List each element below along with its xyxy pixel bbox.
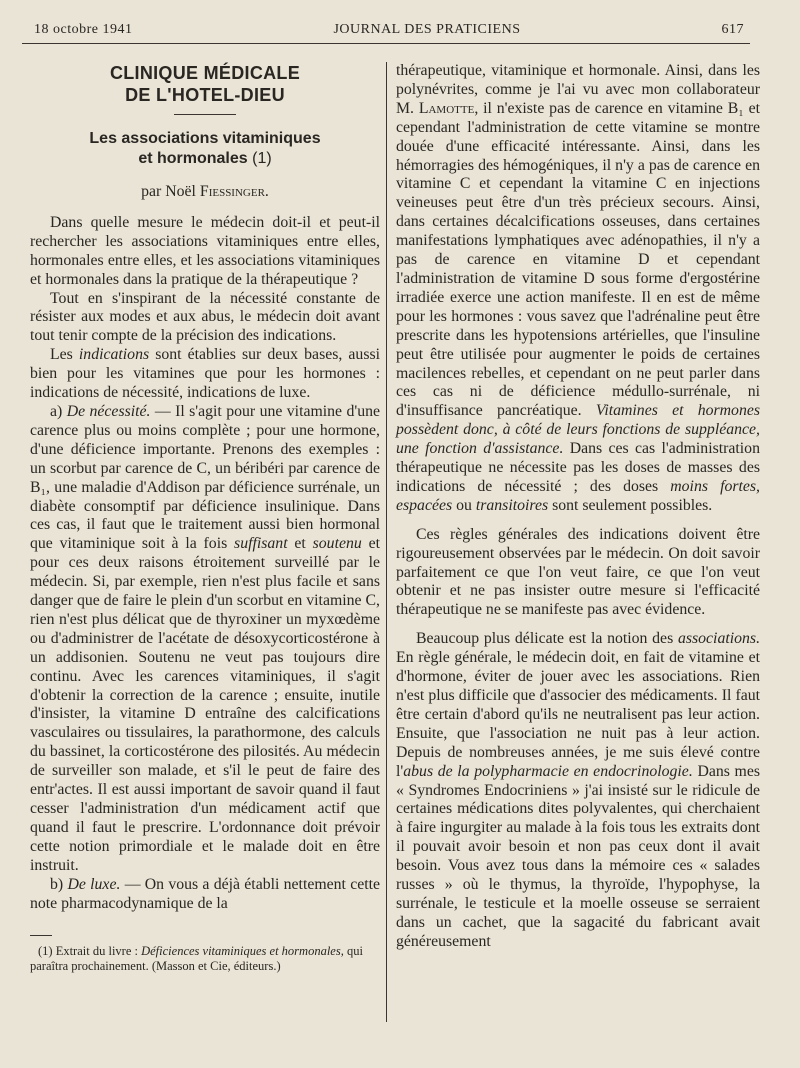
article-title-line1: Les associations vitaminiques [89, 130, 321, 147]
author-name: Fiessinger. [199, 183, 269, 200]
paragraph-associations: Beaucoup plus délicate est la notion des associations. En règle générale, le médecin doit, en fait de vitamine et d'hormone, éviter de jouer avec les associations. Rien n'est plus difficile que d'associer des médicaments. Il faut être certain d'abord qu'ils ne neutralisent pas leur action. Ensuite, que l'association ne nuit pas à leur action. Depuis de nombreuses années, je me suis élevé contre l'abus de la polypharmacie en endocrinologie. Dans mes « Syndromes Endocriniens » j'ai insisté sur le ridicule de certaines médications dites polyvalentes, qui cherchaient à faire ingurgiter au malade à la fois tous les extraits dont il pouvait avoir besoin et non pas ceux dont il avait besoin. Vous avez tous dans la mémoire ces « salades russes » où le thymus, la thyroïde, l'hypophyse, la surrénale, le testicule et la moelle osseuse se serraient dans un cachet, que la sagacité du fabricant avait généreusement [396, 630, 761, 950]
byline-prefix: par Noël [141, 183, 196, 200]
article-title-line2: et hormonales [138, 150, 248, 167]
article-title [30, 129, 380, 169]
header-rule [22, 43, 750, 44]
footnote: (1) Extrait du livre : Déficiences vitaminiques et hormonales, qui paraîtra prochainement. (Masson et Cie, éditeurs.) [30, 944, 363, 974]
column-divider [386, 62, 387, 1022]
section-heading-line2: DE L'HOTEL-DIEU [125, 85, 285, 105]
running-header [34, 17, 744, 43]
footnote-reference: (1) [252, 150, 272, 167]
byline [30, 183, 380, 202]
section-heading-line1: CLINIQUE MÉDICALE [109, 63, 301, 83]
paragraph-therapeutic-continuation: thérapeutique, vitaminique et hormonale. Ainsi, dans les polynévrites, comme je l'ai vu avec mon collaborateur M. Lamotte, il n'existe pas de carence en vitamine B₁ et cependant l'administration de cette vitamine se montre douée d'une efficacité intéressante. Ainsi, dans les hémorragies des hémogéniques, il n'y a pas de carence en vitamine C et cependant la vitamine C en injections veineuses peut être d'un très précieux secours. Ainsi, dans certaines décalcifications osseuses, dans certaines manifestations lymphatiques avec adénopathies, il n'y a pas de carence en vitamine D et cependant l'administration de vitamine D sous forme d'ergostérine irradiée exerce une action manifeste. Il en est de même pour les hormones : vous savez que l'adrénaline peut être prescrite dans les hypotensions artérielles, que l'insuline peut être utilisée pour augmenter le poids de certaines macilences rebelles, et cependant on ne peut parler dans ces cas ni de déficience médullo-surrénale, ni d'insuffisance pancréatique. Vitamines et hormones possèdent donc, à côté de leurs fonctions de suppléance, une fonction d'assistance. Dans ces cas l'administration thérapeutique ne nécessite pas les doses de masses des indications de nécessité ; des doses moins fortes, espacées ou transitoires sont seulement possibles. [396, 62, 760, 514]
header-page-number: 617 [721, 22, 744, 37]
header-journal-title: JOURNAL DES PRATICIENS [333, 22, 521, 37]
title-rule [174, 114, 236, 115]
paragraph-indications: Les indications sont établies sur deux bases, aussi bien pour les vitamines que pour les hormones : indications de nécessité, indications de luxe. [30, 346, 380, 402]
paragraph-luxury: b) De luxe. — On vous a déjà établi nettement cette note pharmacodynamique de la [30, 875, 381, 912]
paragraph-intro: Dans quelle mesure le médecin doit-il et peut-il rechercher les associations vitaminiques entre elles, hormonales entre elles, et les associations vitaminiques et hormonales dans la pratique de la thérapeutique ? [30, 213, 380, 288]
right-column [396, 62, 760, 952]
header-date: 18 octobre 1941 [34, 22, 133, 37]
section-heading [30, 62, 380, 106]
paragraph-necessity: a) De nécessité. — Il s'agit pour une vitamine d'une carence plus ou moins complète ; pour une hormone, d'une déficience importante. Prenons des exemples : un scorbut par carence de C, un béribéri par carence de B₁, une maladie d'Addison par déficience surrénale, un diabète consomptif par déficience insulinique. Dans ces cas, il faut que le traitement aussi bien hormonal que vitaminique soit à la fois suffisant et soutenu et pour ces deux raisons étroitement surveillé par le médecin. Si, par exemple, rien n'est plus facile et sans danger que de faire le plein d'un scorbut en vitamine C, rien n'est plus délicat que de thyroxiner un myxœdème ou d'administrer de l'acétate de désoxycorticostérone à un addisonien. Soutenu ne veut pas toujours dire continu. Avec les carences vitaminiques, il s'agit d'obtenir la correction de la carence ; ensuite, inutile d'insister, la vitamine D entraîne des calcifications vasculaires ou tissulaires, la parathormone, des calculs du bassinet, la corticostérone des pilosités. Au médecin de surveiller son malade, et s'il le peut de faire des entr'actes. Il est aussi important de savoir quand il faut cesser l'administration d'un médicament actif que quand il faut le prescrire. L'ordonnance doit prévoir cette notion primordiale et le malade doit en être instruit. [30, 402, 381, 874]
footnote-rule [30, 935, 52, 936]
left-column [30, 62, 380, 974]
paragraph-precision: Tout en s'inspirant de la nécessité constante de résister aux modes et aux abus, le médecin doit avant tout tenir compte de la précision des indications. [30, 289, 380, 345]
paragraph-general-rules: Ces règles générales des indications doivent être rigoureusement observées par le médecin. On doit savoir parfaitement ce que l'on veut faire, ce que l'on veut obtenir et ne pas insister outre mesure si l'efficacité thérapeutique ne se manifeste pas avec évidence. [396, 525, 760, 619]
